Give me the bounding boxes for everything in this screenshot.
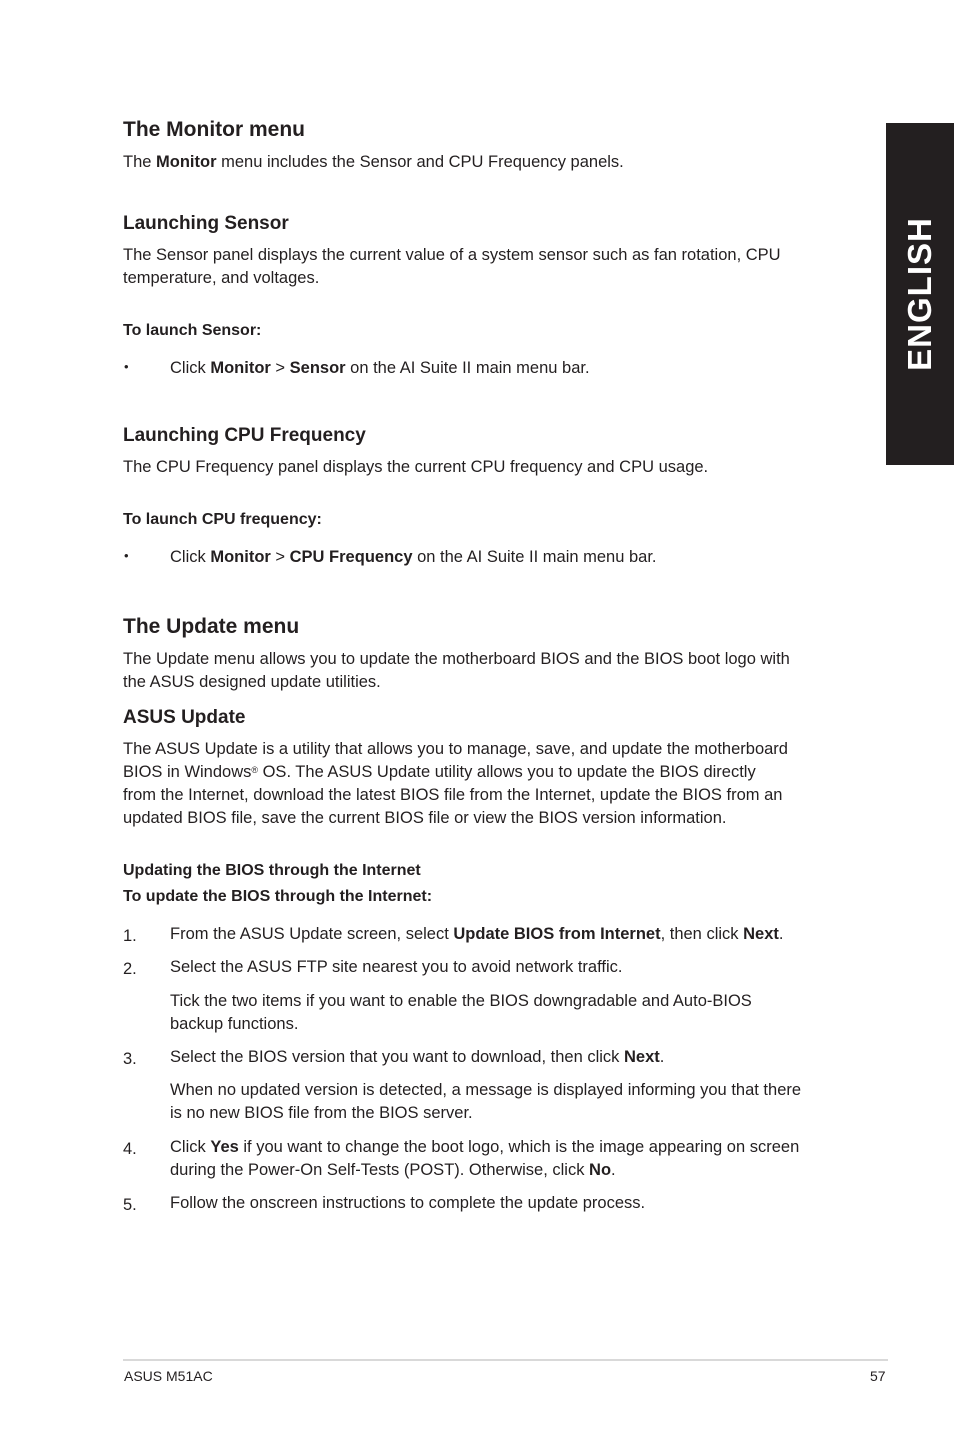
update-bios-internet-procedure-heading: To update the BIOS through the Internet: [123, 888, 433, 905]
footer-model: ASUS M51AC [124, 1368, 213, 1384]
monitor-menu-intro: The Monitor menu includes the Sensor and CPU Frequency panels. [123, 153, 624, 171]
footer-divider [123, 1359, 888, 1361]
language-tab-label: ENGLISH [901, 217, 938, 371]
step-number: 3. [123, 1050, 137, 1068]
language-tab [886, 123, 954, 465]
update-menu-description: The Update menu allows you to update the motherboard BIOS and the BIOS boot logo with the ASUS designed update utilities. [123, 650, 790, 691]
sensor-step: Click Monitor > Sensor on the AI Suite II main menu bar. [170, 359, 590, 377]
update-step-1: From the ASUS Update screen, select Update BIOS from Internet, then click Next. [170, 925, 784, 943]
step-number: 4. [123, 1140, 137, 1158]
update-step-2: Select the ASUS FTP site nearest you to avoid network traffic. [170, 958, 623, 976]
update-step-4: Click Yes if you want to change the boot logo, which is the image appearing on screen during the Power-On Self-Tests (POST). Otherwise, click No. [170, 1138, 800, 1179]
asus-update-description: The ASUS Update is a utility that allows you to manage, save, and update the motherboard BIOS in Windows® OS. The ASUS Update utility allows you to update the BIOS directly from the Internet, download the latest BIOS file from the Internet, update the BIOS from an updated BIOS file, save the current BIOS file or view the BIOS version information. [123, 740, 788, 827]
step-number: 1. [123, 927, 137, 945]
monitor-menu-title: The Monitor menu [123, 118, 305, 141]
step-number: 2. [123, 960, 137, 978]
launching-sensor-heading: Launching Sensor [123, 213, 289, 234]
page-number: 57 [870, 1368, 886, 1384]
update-menu-title: The Update menu [123, 615, 300, 638]
bullet: • [124, 548, 129, 563]
asus-update-heading: ASUS Update [123, 707, 246, 728]
launch-cpu-frequency-subheading: To launch CPU frequency: [123, 511, 322, 528]
sensor-description: The Sensor panel displays the current value of a system sensor such as fan rotation, CPU temperature, and voltages. [123, 246, 781, 287]
update-step-2-note: Tick the two items if you want to enable the BIOS downgradable and Auto-BIOS backup functions. [170, 992, 752, 1033]
updating-bios-internet-subheading: Updating the BIOS through the Internet [123, 862, 421, 879]
update-step-5: Follow the onscreen instructions to complete the update process. [170, 1194, 646, 1212]
update-step-3-note: When no updated version is detected, a message is displayed informing you that there is no new BIOS file from the BIOS server. [170, 1081, 802, 1122]
step-number: 5. [123, 1196, 137, 1214]
cpu-frequency-step: Click Monitor > CPU Frequency on the AI Suite II main menu bar. [170, 548, 657, 566]
launching-cpu-frequency-heading: Launching CPU Frequency [123, 425, 366, 446]
update-step-3: Select the BIOS version that you want to download, then click Next. [170, 1048, 665, 1066]
bullet: • [124, 359, 129, 374]
launch-sensor-subheading: To launch Sensor: [123, 322, 262, 339]
cpu-frequency-description: The CPU Frequency panel displays the current CPU frequency and CPU usage. [123, 458, 709, 476]
